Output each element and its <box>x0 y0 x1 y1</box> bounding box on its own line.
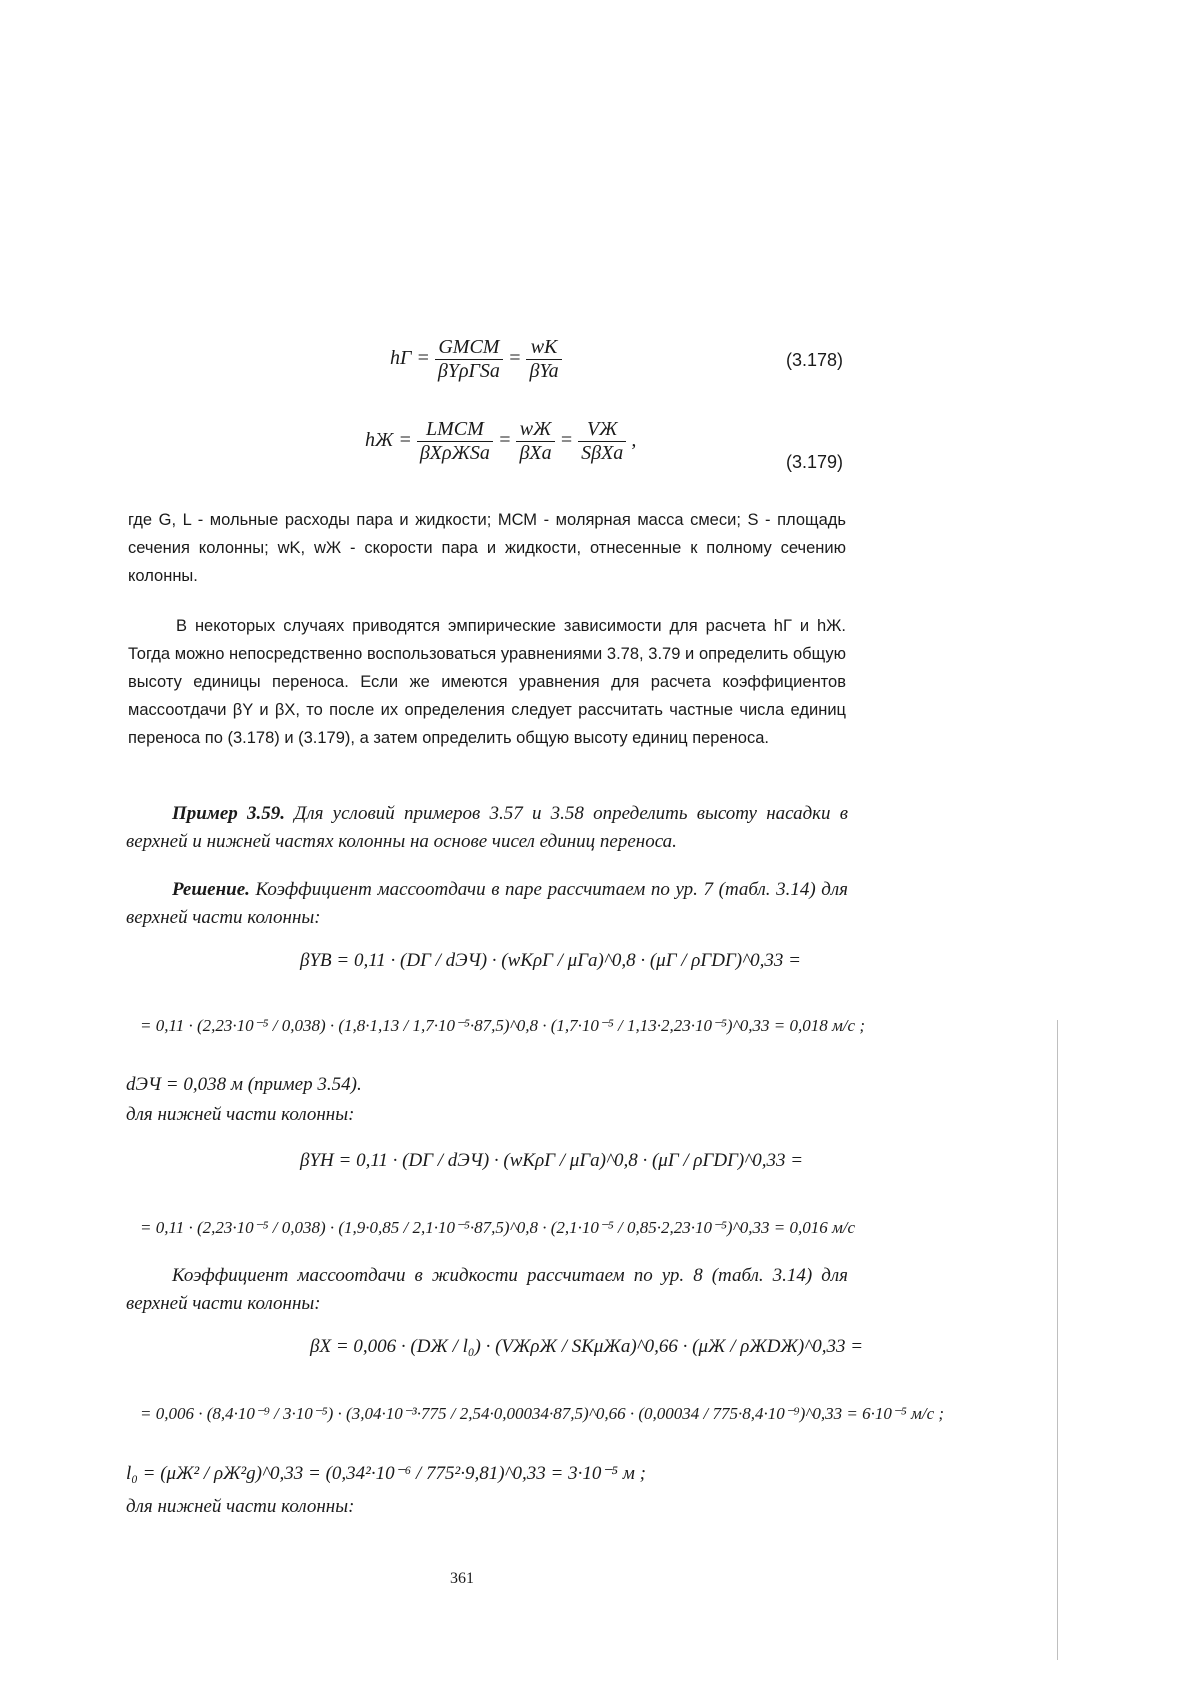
beta-yn-formula: βYH = 0,11 · (DГ / dЭЧ) · (wKρГ / μГa)^0,8 · (μГ / ρГDГ)^0,33 = <box>300 1150 804 1171</box>
example-3-59 <box>126 800 848 856</box>
beta-x-calculation: = 0,006 · (8,4·10⁻⁹ / 3·10⁻⁵) · (3,04·10⁻³·775 / 2,54·0,00034·87,5)^0,66 · (0,00034 / 775·8,4·10⁻⁹)^0,33 = 6·10⁻⁵ м/с ; <box>140 1404 945 1423</box>
equation-number-3-178: (3.178) <box>786 350 844 370</box>
beta-yv-calculation: = 0,11 · (2,23·10⁻⁵ / 0,038) · (1,8·1,13 / 1,7·10⁻⁵·87,5)^0,8 · (1,7·10⁻⁵ / 1,13·2,23·10⁻⁵)^0,33 = 0,018 м/с ; <box>140 1016 865 1035</box>
beta-yn-calculation: = 0,11 · (2,23·10⁻⁵ / 0,038) · (1,9·0,85 / 2,1·10⁻⁵·87,5)^0,8 · (2,1·10⁻⁵ / 0,85·2,23·10⁻⁵)^0,33 = 0,016 м/с <box>140 1218 856 1237</box>
lower-part-intro: для нижней части колонны: <box>126 1104 355 1125</box>
solution-label: Решение. <box>172 879 250 900</box>
definitions-paragraph: где G, L - мольные расходы пара и жидкости; MСМ - молярная масса смеси; S - площадь сечения колонны; wK, wЖ - скорости пара и жидкости, отнесенные к полному сечению колонны. <box>128 511 846 585</box>
liquid-coefficient-intro: Коэффициент массоотдачи в жидкости рассчитаем по ур. 8 (табл. 3.14) для верхней части колонны: <box>126 1265 848 1314</box>
eq179-lhs: hЖ = <box>365 429 412 452</box>
equation-number-3-179: (3.179) <box>786 452 844 472</box>
d-equivalent-line: dЭЧ = 0,038 м (пример 3.54). <box>126 1074 362 1095</box>
solution-text: Коэффициент массоотдачи в паре рассчитаем по ур. 7 (табл. 3.14) для верхней части колонны: <box>126 879 849 928</box>
lower-part-intro-2: для нижней части колонны: <box>126 1496 355 1517</box>
eq178-eq-sign: = <box>507 347 522 370</box>
beta-x-formula: βX = 0,006 · (DЖ / l₀) · (VЖρЖ / SKμЖa)^0,66 · (μЖ / ρЖDЖ)^0,33 = <box>310 1336 864 1357</box>
example-label: Пример 3.59. <box>172 803 286 824</box>
scan-margin-rule <box>1057 1020 1058 1660</box>
l0-line: l₀ = (μЖ² / ρЖ²g)^0,33 = (0,34²·10⁻⁶ / 775²·9,81)^0,33 = 3·10⁻⁵ м ; <box>126 1463 646 1484</box>
eq178-frac1: $\frac{\text{GMСМ}}{\text{βYρГSa}}$ <box>435 336 503 383</box>
equation-3-179: hЖ = $\frac{\text{LMСМ}}{\text{βXρЖSa}}$ = $\frac{wЖ}{\text{βXa}}$ = $\frac{VЖ}{\text{SβXa}}$ , <box>365 418 637 464</box>
beta-yv-formula: βYB = 0,11 · (DГ / dЭЧ) · (wKρГ / μГa)^0,8 · (μГ / ρГDГ)^0,33 = <box>300 950 801 971</box>
eq178-frac2: $\frac{wK}{\text{βYa}}$ <box>526 336 561 383</box>
solution-intro <box>126 876 848 932</box>
eq178-lhs: hГ = <box>390 347 430 370</box>
empirical-paragraph: В некоторых случаях приводятся эмпирические зависимости для расчета hГ и hЖ. Тогда можно непосредственно воспользоваться уравнениями 3.78, 3.79 и определить общую высоту единицы переноса. Если же имеются уравнения для расчета коэффициентов массоотдачи βY и βX, то после их определения следует рассчитать частные числа единиц переноса по (3.178) и (3.179), а затем определить общую высоту единиц переноса. <box>128 617 846 747</box>
example-text: Для условий примеров 3.57 и 3.58 определить высоту насадки в верхней и нижней частях колонны на основе чисел единиц переноса. <box>126 803 849 852</box>
eq179-frac1: $\frac{\text{LMСМ}}{\text{βXρЖSa}}$ <box>417 418 493 465</box>
eq179-frac3: $\frac{VЖ}{\text{SβXa}}$ <box>578 418 626 465</box>
page-number: 361 <box>450 1570 474 1587</box>
eq179-frac2: $\frac{wЖ}{\text{βXa}}$ <box>516 418 554 465</box>
equation-3-178 <box>390 336 562 383</box>
